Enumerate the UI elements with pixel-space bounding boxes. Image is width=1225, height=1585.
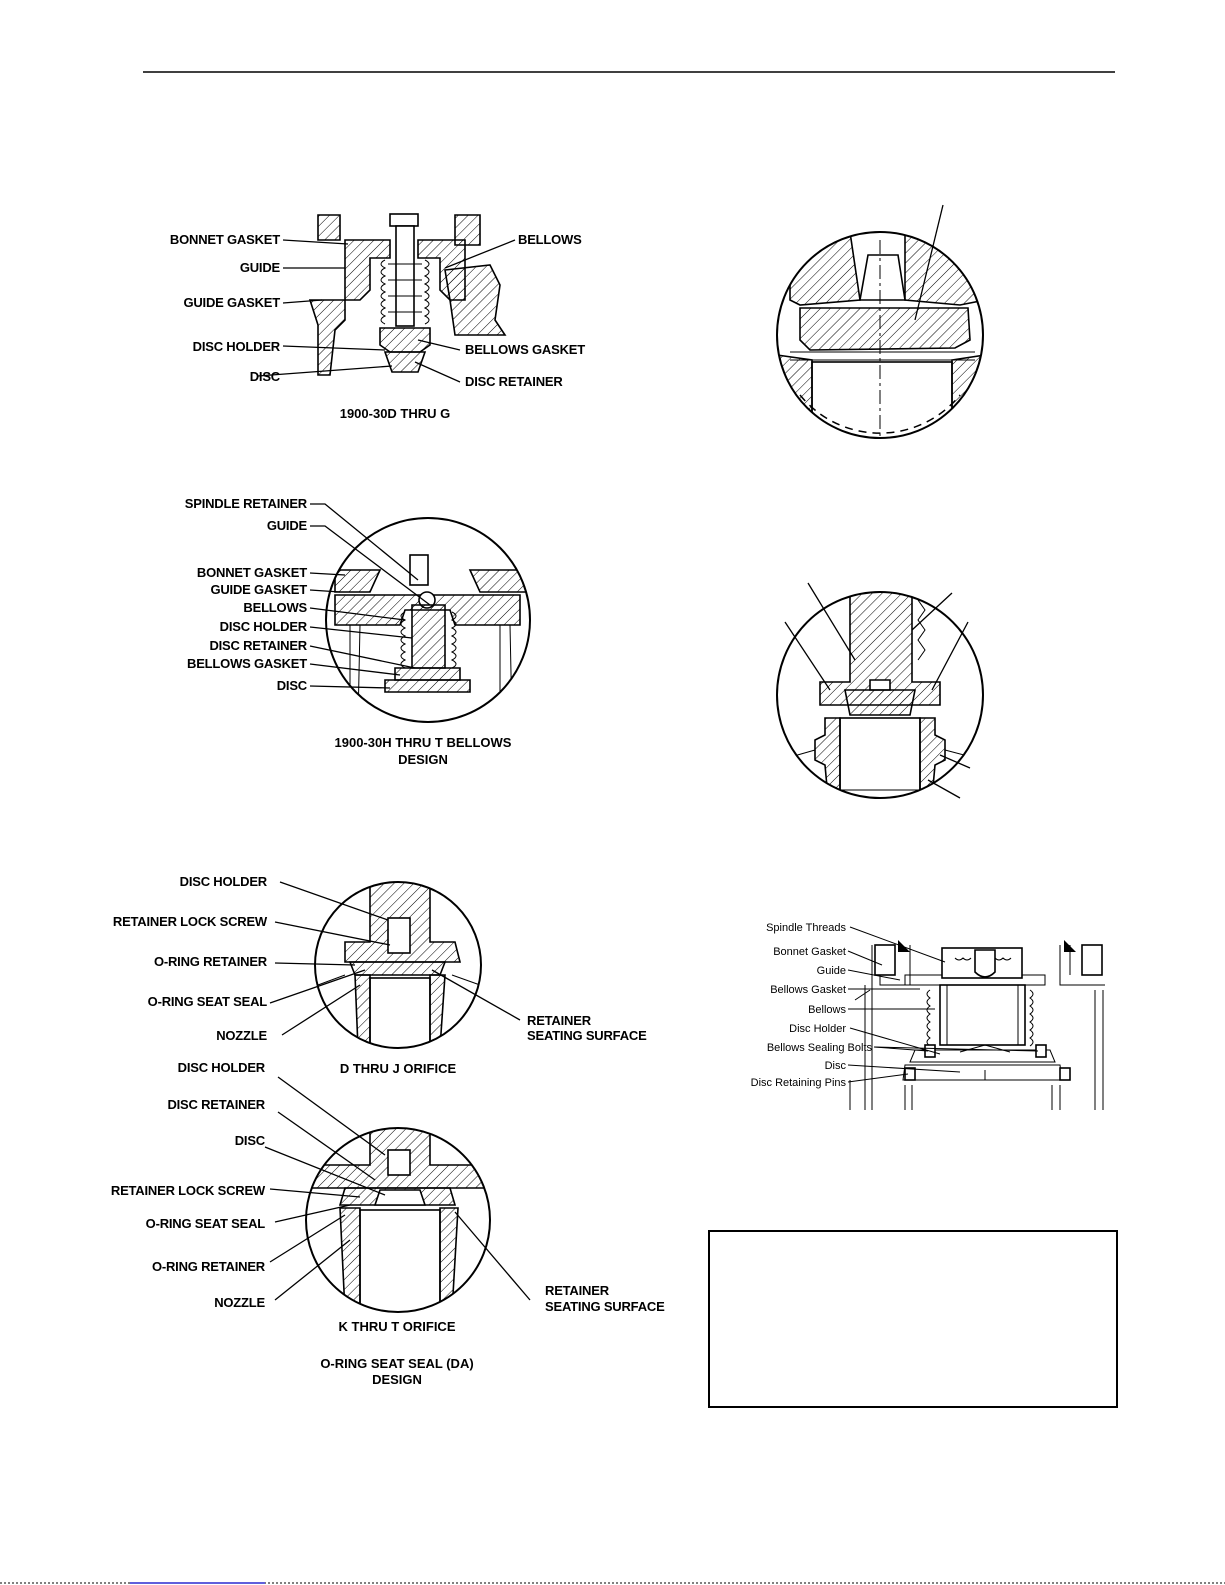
fig4-label-disc: DISC xyxy=(234,1133,265,1148)
fig7-label-bonnet-gasket: Bonnet Gasket xyxy=(773,946,846,958)
fig7-label-guide: Guide xyxy=(816,965,846,977)
fig1-label-disc-holder: DISC HOLDER xyxy=(192,339,280,354)
fig2-label-spindle-retainer: SPINDLE RETAINER xyxy=(184,496,307,511)
figure-1900-30d-thru-g xyxy=(170,214,585,421)
fig4-caption2-line1: O-RING SEAT SEAL (DA) xyxy=(320,1356,474,1371)
fig1-caption: 1900-30D THRU G xyxy=(339,406,451,421)
fig7-label-bellows-sealing-bolts: Bellows Sealing Bolts xyxy=(766,1042,872,1054)
figure-k-thru-t-orifice xyxy=(111,1060,665,1387)
fig2-caption-line1: 1900-30H THRU T BELLOWS xyxy=(334,735,512,750)
fig3-label-disc-holder: DISC HOLDER xyxy=(179,874,267,889)
fig1-label-bellows: BELLOWS xyxy=(518,232,582,247)
fig3-label-retainer-seating-line2: SEATING SURFACE xyxy=(527,1028,647,1043)
fig7-label-disc: Disc xyxy=(824,1060,846,1072)
fig4-label-nozzle: NOZZLE xyxy=(214,1295,265,1310)
fig3-label-retainer-lock-screw: RETAINER LOCK SCREW xyxy=(112,914,267,929)
fig2-caption-line2: DESIGN xyxy=(398,752,448,767)
fig2-label-disc: DISC xyxy=(276,678,307,693)
fig2-label-disc-holder: DISC HOLDER xyxy=(219,619,307,634)
fig3-label-o-ring-retainer: O-RING RETAINER xyxy=(153,954,267,969)
fig2-label-bellows: BELLOWS xyxy=(243,600,307,615)
fig7-label-disc-holder: Disc Holder xyxy=(789,1023,846,1035)
fig2-label-guide-gasket: GUIDE GASKET xyxy=(210,582,307,597)
fig7-label-bellows: Bellows xyxy=(808,1004,846,1016)
fig7-label-disc-retaining-pins: Disc Retaining Pins xyxy=(750,1077,846,1089)
fig4-label-retainer-lock-screw: RETAINER LOCK SCREW xyxy=(110,1183,265,1198)
fig7-label-bellows-gasket: Bellows Gasket xyxy=(770,984,846,996)
fig3-caption: D THRU J ORIFICE xyxy=(339,1061,457,1076)
fig7-label-spindle-threads: Spindle Threads xyxy=(766,922,846,934)
fig3-label-retainer-seating-line1: RETAINER xyxy=(527,1013,591,1028)
fig1-label-guide-gasket: GUIDE GASKET xyxy=(183,295,280,310)
fig7-drawing xyxy=(850,940,1105,1110)
fig4-caption: K THRU T ORIFICE xyxy=(338,1319,456,1334)
fig4-label-o-ring-seat-seal: O-RING SEAT SEAL xyxy=(145,1216,265,1231)
figure-1900-30h-thru-t-bellows xyxy=(185,496,530,767)
fig1-label-disc: DISC xyxy=(249,369,280,384)
fig2-label-bonnet-gasket: BONNET GASKET xyxy=(196,565,307,580)
figure-disc-detail-top-right xyxy=(777,205,985,442)
fig4-label-disc-holder: DISC HOLDER xyxy=(177,1060,265,1075)
fig4-label-o-ring-retainer: O-RING RETAINER xyxy=(151,1259,265,1274)
figure-disc-detail-middle-right xyxy=(777,583,983,798)
fig1-label-bellows-gasket: BELLOWS GASKET xyxy=(465,342,585,357)
fig1-label-disc-retainer: DISC RETAINER xyxy=(465,374,563,389)
fig1-label-bonnet-gasket: BONNET GASKET xyxy=(169,232,280,247)
fig2-label-bellows-gasket: BELLOWS GASKET xyxy=(187,656,307,671)
figure-bellows-assembly-bottom-right xyxy=(751,922,1105,1110)
fig4-label-retainer-seating-line2: SEATING SURFACE xyxy=(545,1299,665,1314)
fig4-label-retainer-seating-line1: RETAINER xyxy=(545,1283,609,1298)
fig2-label-guide: GUIDE xyxy=(266,518,307,533)
fig3-label-o-ring-seat-seal: O-RING SEAT SEAL xyxy=(147,994,267,1009)
fig2-label-disc-retainer: DISC RETAINER xyxy=(209,638,307,653)
fig4-caption2-line2: DESIGN xyxy=(372,1372,422,1387)
note-box xyxy=(709,1231,1117,1407)
fig1-label-guide: GUIDE xyxy=(239,260,280,275)
fig3-label-nozzle: NOZZLE xyxy=(216,1028,267,1043)
figure-d-thru-j-orifice xyxy=(113,874,647,1076)
fig4-label-disc-retainer: DISC RETAINER xyxy=(167,1097,265,1112)
